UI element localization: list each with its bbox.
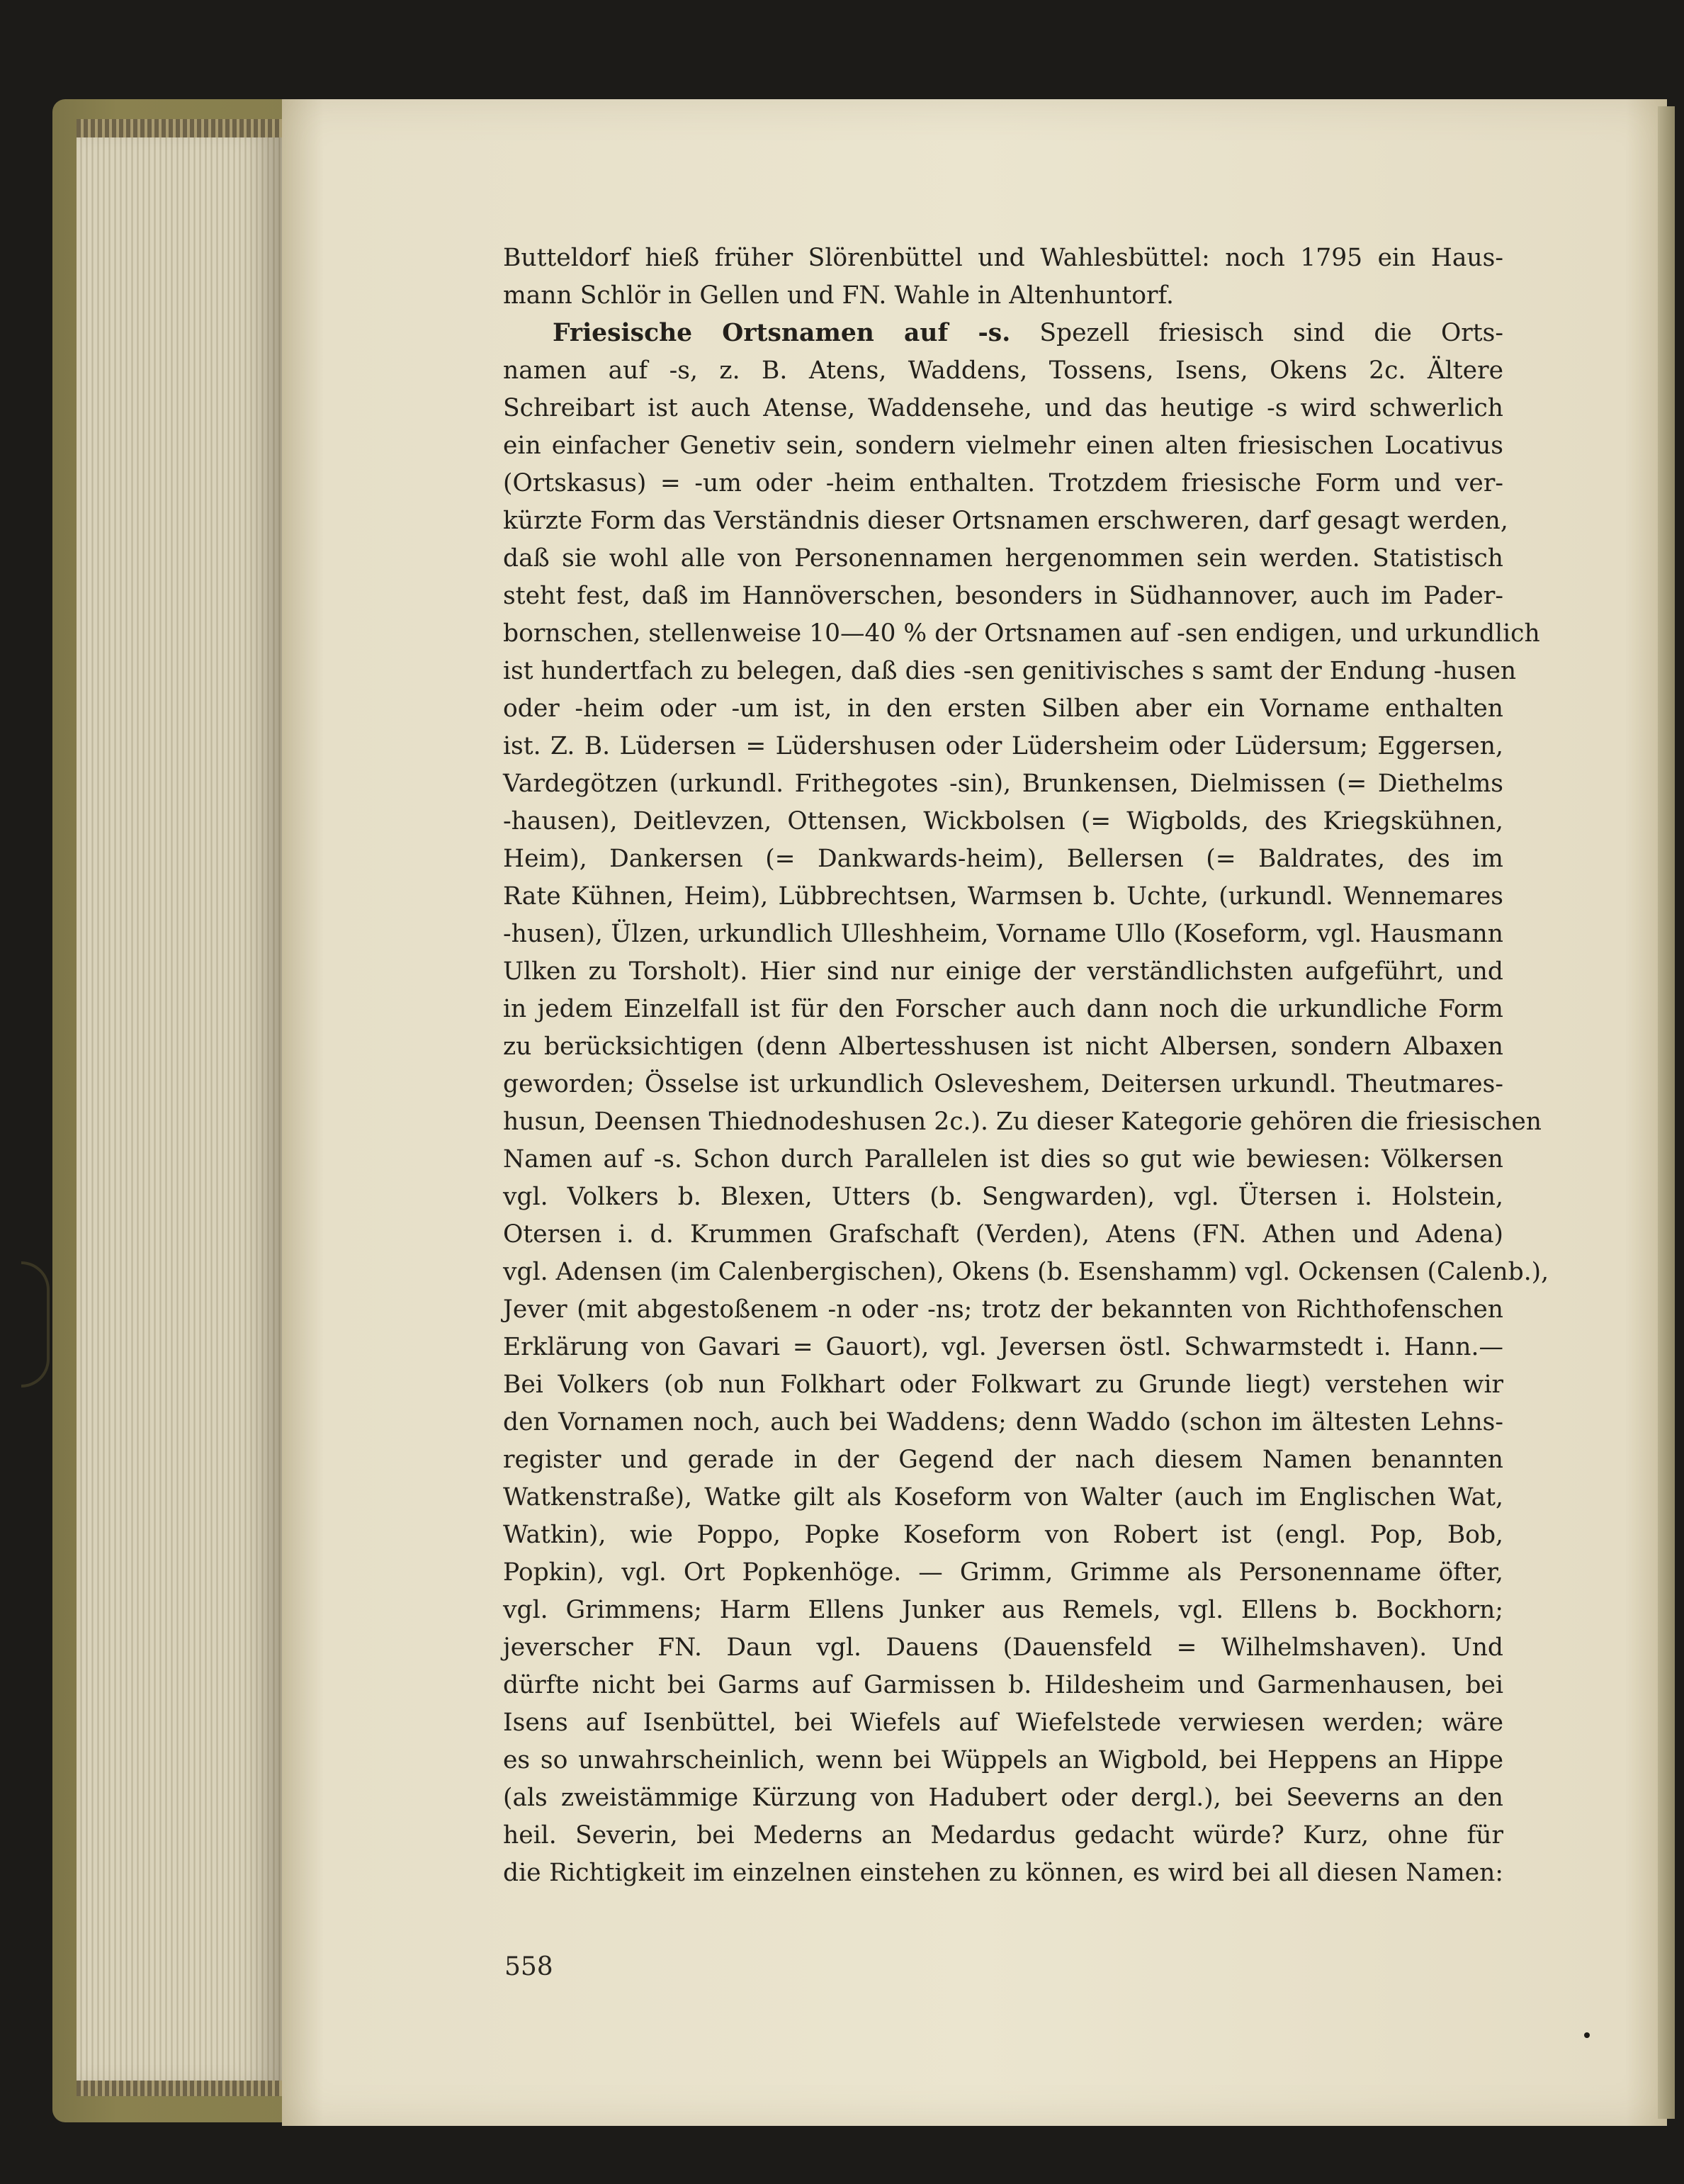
text-line: die Richtigkeit im einzelnen einstehen zu können, es wird bei all diesen Namen: [503,1859,1503,1887]
text-line: vgl. Grimmens; Harm Ellens Junker aus Remels, vgl. Ellens b. Bockhorn; [503,1596,1503,1624]
paper-speck [1584,2032,1590,2038]
text-line: (als zweistämmige Kürzung von Hadubert oder dergl.), bei Seeverns an den [503,1784,1503,1812]
text-line: bornschen, stellenweise 10—40 % der Ortsnamen auf -sen endigen, und urkundlich [503,619,1540,648]
text-line: daß sie wohl alle von Personennamen hergenommen sein werden. Statistisch [503,544,1503,573]
text-line: Popkin), vgl. Ort Popkenhöge. — Grimm, Grimme als Personenname öfter, [503,1558,1503,1587]
text-line: Watkin), wie Poppo, Popke Koseform von Robert ist (engl. Pop, Bob, [503,1521,1503,1549]
text-line: Isens auf Isenbüttel, bei Wiefels auf Wiefelstede verwiesen werden; wäre [503,1709,1503,1737]
text-line: Namen auf -s. Schon durch Parallelen ist dies so gut wie bewiesen: Völkersen [503,1145,1503,1173]
text-line: Otersen i. d. Krummen Grafschaft (Verden), Atens (FN. Athen und Adena) [503,1220,1503,1249]
text-line: dürfte nicht bei Garms auf Garmissen b. Hildesheim und Garmenhausen, bei [503,1671,1503,1699]
text-line: Vardegötzen (urkundl. Frithegotes -sin), Brunkensen, Dielmissen (= Diethelms [503,770,1503,798]
page-block-edges [77,119,289,2096]
text-line: Watkenstraße), Watke gilt als Koseform von Walter (auch im Englischen Wat, [503,1483,1503,1512]
text-line: vgl. Adensen (im Calenbergischen), Okens (b. Esenshamm) vgl. Ockensen (Calenb.), [503,1258,1549,1286]
text-line: Jever (mit abgestoßenem -n oder -ns; trotz der bekannten von Richthofenschen [503,1295,1503,1324]
page-number: 558 [504,1952,553,1981]
text-line: oder -heim oder -um ist, in den ersten Silben aber ein Vorname enthalten [503,694,1503,723]
text-line: den Vornamen noch, auch bei Waddens; denn Waddo (schon im ältesten Lehns- [503,1408,1503,1436]
text-line: Butteldorf hieß früher Slörenbüttel und Wahlesbüttel: noch 1795 ein Haus- [503,244,1503,272]
text-line: -husen), Ülzen, urkundlich Ulleshheim, Vorname Ullo (Koseform, vgl. Hausmann [503,920,1503,948]
text-line: ist. Z. B. Lüdersen = Lüdershusen oder Lüdersheim oder Lüdersum; Eggersen, [503,732,1503,760]
text-line: kürzte Form das Verständnis dieser Ortsnamen erschweren, darf gesagt werden, [503,507,1508,535]
text-line: vgl. Volkers b. Blexen, Utters (b. Sengwarden), vgl. Ütersen i. Holstein, [503,1183,1503,1211]
text-line: husun, Deensen Thiednodeshusen 2c.). Zu dieser Kategorie gehören die friesischen [503,1108,1542,1136]
text-line: Schreibart ist auch Atense, Waddensehe, und das heutige -s wird schwerlich [503,394,1503,422]
text-line-with-heading [503,315,1503,352]
text-line: steht fest, daß im Hannöverschen, besonders in Südhannover, auch im Pader- [503,582,1503,610]
text-line: in jedem Einzelfall ist für den Forscher auch dann noch die urkundliche Form [503,995,1503,1023]
text-line: Ulken zu Torsholt). Hier sind nur einige der verständlichsten aufgeführt, und [503,957,1503,986]
text-line: -hausen), Deitlevzen, Ottensen, Wickbolsen (= Wigbolds, des Kriegskühnen, [503,807,1503,835]
section-heading: Friesische Ortsnamen auf -s. [553,319,1011,347]
text-line: (Ortskasus) = -um oder -heim enthalten. Trotzdem friesische Form und ver- [503,469,1503,497]
text-line: namen auf -s, z. B. Atens, Waddens, Tossens, Isens, Okens 2c. Ältere [503,356,1503,385]
text-line: ein einfacher Genetiv sein, sondern vielmehr einen alten friesischen Locativus [503,432,1503,460]
text-line: mann Schlör in Gellen und FN. Wahle in Altenhuntorf. [503,281,1174,310]
text-line: zu berücksichtigen (denn Albertesshusen ist nicht Albersen, sondern Albaxen [503,1032,1503,1061]
tailband [77,2081,289,2096]
text-line: geworden; Össelse ist urkundlich Osleveshem, Deitersen urkundl. Theutmares- [503,1070,1503,1098]
text-line: Erklärung von Gavari = Gauort), vgl. Jeversen östl. Schwarmstedt i. Hann.— [503,1333,1503,1361]
text-line: Rate Kühnen, Heim), Lübbrechtsen, Warmsen b. Uchte, (urkundl. Wennemares [503,882,1503,911]
binding-thread [21,1261,50,1387]
text-line: Bei Volkers (ob nun Folkhart oder Folkwart zu Grunde liegt) verstehen wir [503,1370,1503,1399]
page-right-edge [1658,106,1675,2119]
text-line: es so unwahrscheinlich, wenn bei Wüppels an Wigbold, bei Heppens an Hippe [503,1746,1503,1774]
text-line: ist hundertfach zu belegen, daß dies -sen genitivisches s samt der Endung -husen [503,657,1517,685]
text-line: register und gerade in der Gegend der nach diesem Namen benannten [503,1446,1503,1474]
body-text [503,240,1549,1892]
text-line: jeverscher FN. Daun vgl. Dauens (Dauensfeld = Wilhelmshaven). Und [503,1633,1503,1662]
text-line-rest: Spezell friesisch sind die Orts- [1039,319,1503,347]
text-line: heil. Severin, bei Mederns an Medardus gedacht würde? Kurz, ohne für [503,1821,1503,1850]
headband [77,119,289,137]
text-line: Heim), Dankersen (= Dankwards-heim), Bellersen (= Baldrates, des im [503,845,1503,873]
